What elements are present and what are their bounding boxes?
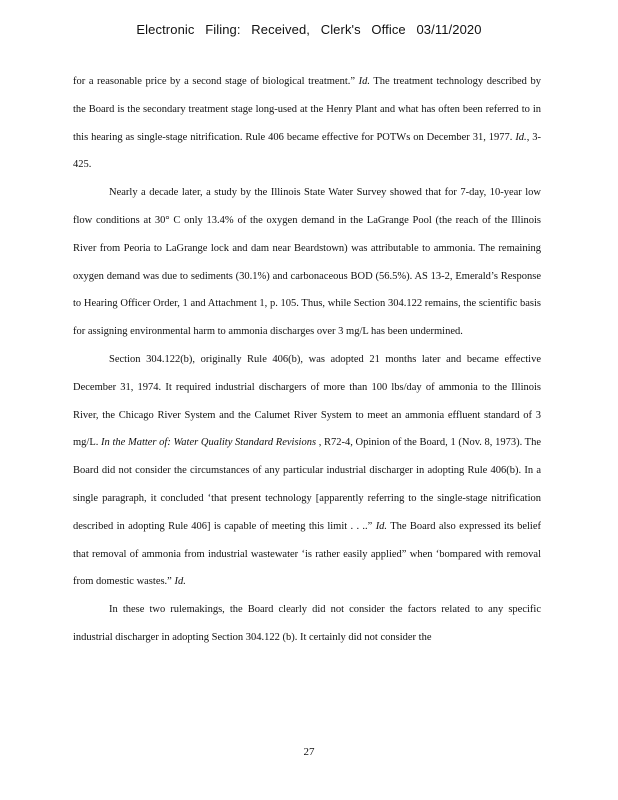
- page-number: 27: [303, 746, 315, 758]
- paragraph-1-text-c: The treatment technology described by the Board is the secondary treatment stage long-used at the Henry Plant and what has often been referred to in this hearing as single-stage nitrification. Rule 406 became effective for POTWs on December 31, 1977.: [73, 76, 541, 143]
- paragraph-1: [73, 68, 541, 179]
- paragraph-3-text-e: The Board also expressed its belief that removal of ammonia from industrial wastewater ‘is rather easily applied” when ‘bompared with removal from domestic wastes.”: [73, 520, 541, 588]
- paragraph-1-text-a: for a reasonable price by a second stage of biological treatment.”: [73, 76, 359, 87]
- paragraph-3-text-c: , R72-4, Opinion of the Board, 1 (Nov. 8, 1973). The Board did not consider the circumstances of any particular industrial discharger in adopting Rule 406(b). In a single paragraph, it concluded ‘that present technology [apparently referring to the single-stage nitrification described in adopting Rule 406] is capable of meeting this limit . . ..”: [73, 437, 542, 532]
- filing-header: Electronic Filing: Received, Clerk's Office 03/11/2020: [136, 22, 482, 37]
- paragraph-3-text-a: Section 304.122(b), originally Rule 406(b), was adopted 21 months later and became effective December 31, 1974. It required industrial dischargers of more than 100 lbs/day of ammonia to the Illinois River, the Chicago River System and the Calumet River System to meet an ammonia effluent standard of 3 mg/L.: [73, 353, 541, 449]
- paragraph-4: In these two rulemakings, the Board clearly did not consider the factors related to any specific industrial discharger in adopting Section 304.122 (b). It certainly did not consider the: [73, 604, 541, 643]
- citation-id: Id.: [174, 576, 186, 588]
- paragraph-2: Nearly a decade later, a study by the Illinois State Water Survey showed that for 7-day, 10-year low flow conditions at 30° C only 13.4% of the oxygen demand in the LaGrange Pool (the reach of the Illinois River from Peoria to LaGrange lock and dam near Beardstown) was attributable to ammonia. The remaining oxygen demand was due to sediments (30.1%) and carbonaceous BOD (56.5%). AS 13-2, Emerald’s Response to Hearing Officer Order, 1 and Attachment 1, p. 105. Thus, while Section 304.122 remains, the scientific basis for assigning environmental harm to ammonia discharges over 3 mg/L has been undermined.: [73, 187, 541, 338]
- citation-id: Id.: [515, 131, 527, 143]
- case-citation: In the Matter of: Water Quality Standard Revisions: [101, 437, 317, 449]
- citation-id: Id.: [375, 520, 388, 532]
- paragraph-1-text-e: , 3-425.: [73, 131, 541, 171]
- paragraph-3: [73, 346, 541, 596]
- citation-id: Id.: [358, 76, 370, 87]
- document-body: [73, 68, 541, 652]
